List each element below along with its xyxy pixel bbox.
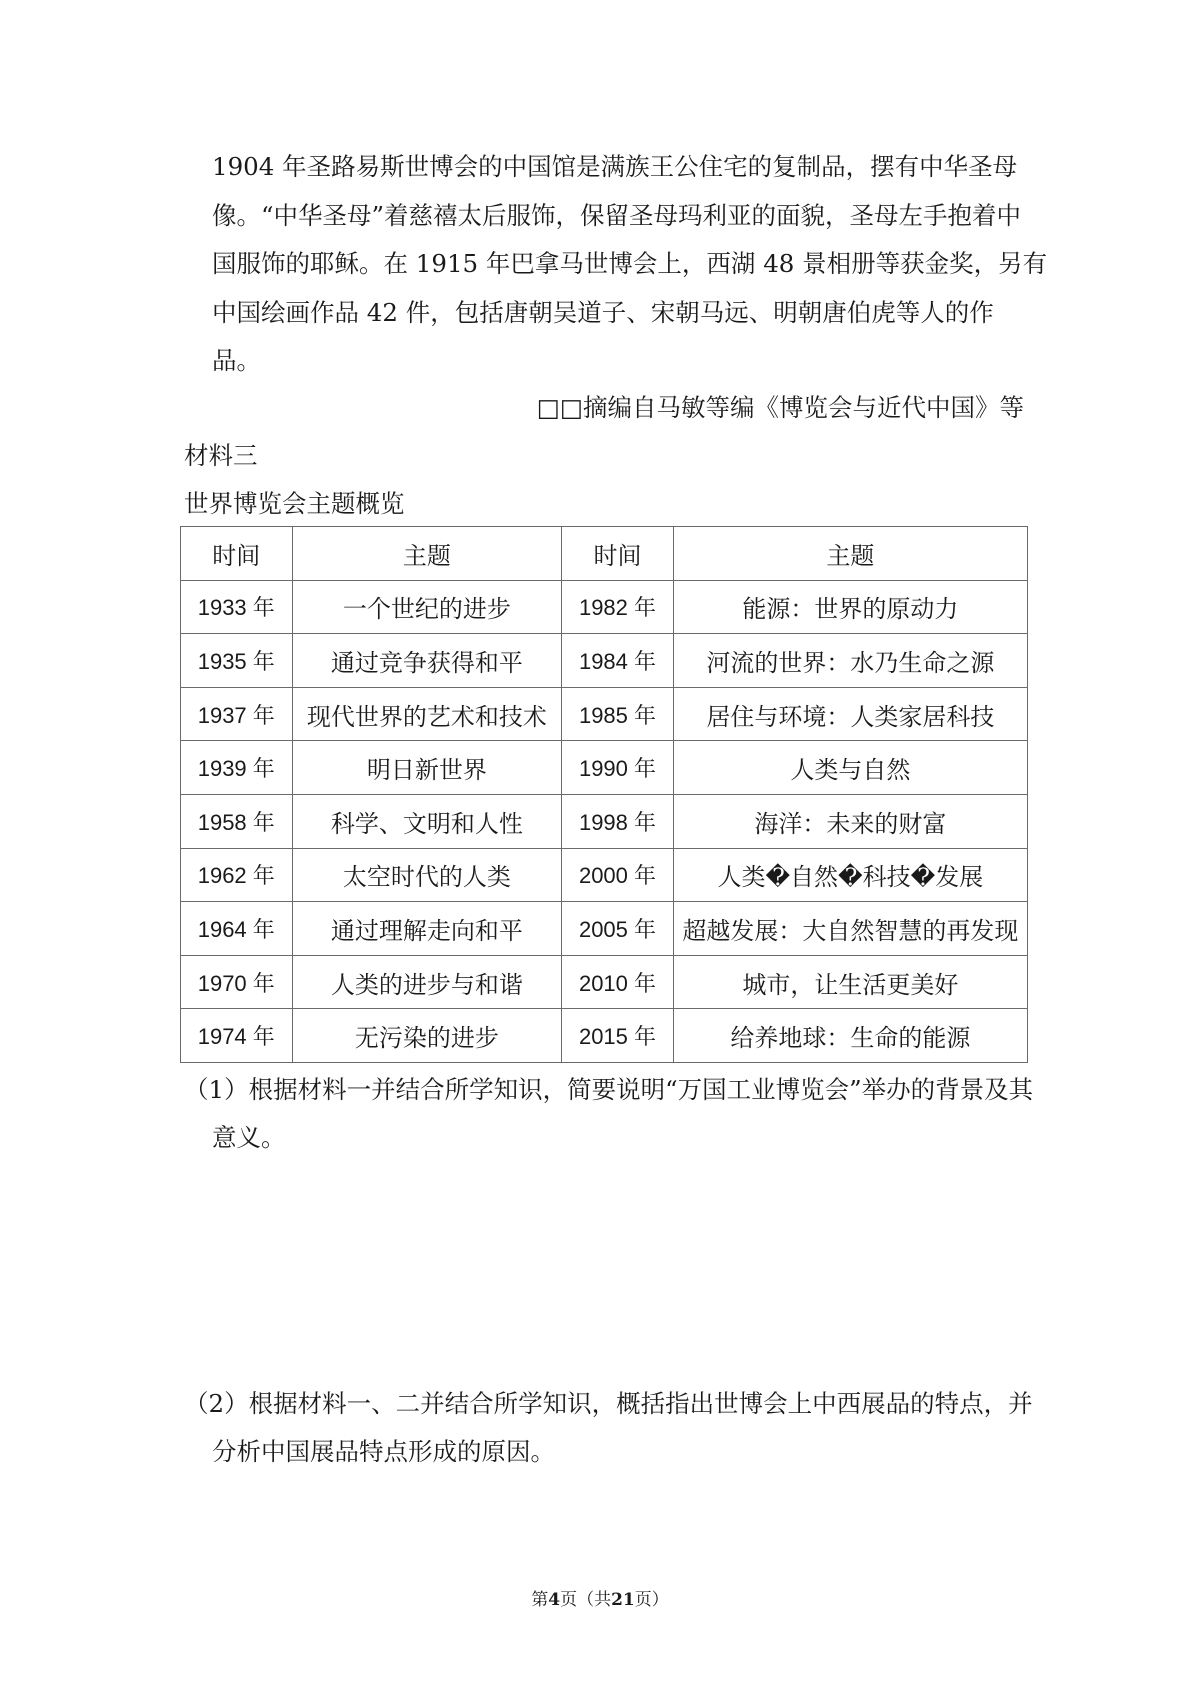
header-time: 时间 xyxy=(181,527,293,581)
theme-cell: 人类�自然�科技�发展 xyxy=(673,848,1027,902)
theme-cell: 城市，让生活更美好 xyxy=(673,955,1027,1009)
year-cell: 1933 年 xyxy=(181,580,293,634)
theme-cell: 超越发展：大自然智慧的再发现 xyxy=(673,902,1027,956)
year-cell: 1970 年 xyxy=(181,955,293,1009)
theme-cell: 一个世纪的进步 xyxy=(292,580,562,634)
paragraph-line: 国服饰的耶稣。在 1915 年巴拿马世博会上，西湖 48 景相册等获金奖，另有 xyxy=(212,249,1048,279)
header-theme: 主题 xyxy=(673,527,1027,581)
year-cell: 1984 年 xyxy=(562,634,674,688)
theme-cell: 明日新世界 xyxy=(292,741,562,795)
theme-cell: 科学、文明和人性 xyxy=(292,794,562,848)
table-row xyxy=(181,1009,1028,1063)
footer-middle: 页（共 xyxy=(560,1590,612,1610)
footer-suffix: 页） xyxy=(634,1590,669,1610)
year-cell: 2015 年 xyxy=(562,1009,674,1063)
theme-cell: 太空时代的人类 xyxy=(292,848,562,902)
year-cell: 1985 年 xyxy=(562,687,674,741)
theme-cell: 无污染的进步 xyxy=(292,1009,562,1063)
table-row xyxy=(181,741,1028,795)
page-footer xyxy=(0,1585,1200,1610)
paragraph-line: 中国绘画作品 42 件，包括唐朝吴道子、宋朝马远、明朝唐伯虎等人的作 xyxy=(212,297,994,327)
table-row xyxy=(181,848,1028,902)
theme-cell: 人类与自然 xyxy=(673,741,1027,795)
year-cell: 1964 年 xyxy=(181,902,293,956)
year-cell: 2010 年 xyxy=(562,955,674,1009)
table-row xyxy=(181,902,1028,956)
header-time: 时间 xyxy=(562,527,674,581)
paragraph-line: 像。“中华圣母”着慈禧太后服饰，保留圣母玛利亚的面貌，圣母左手抱着中 xyxy=(212,200,1022,230)
theme-cell: 能源：世界的原动力 xyxy=(673,580,1027,634)
footer-page-number: 4 xyxy=(548,1590,561,1610)
table-body xyxy=(181,580,1028,1062)
year-cell: 2005 年 xyxy=(562,902,674,956)
material-three-heading: 材料三 xyxy=(184,441,258,470)
theme-cell: 给养地球：生命的能源 xyxy=(673,1009,1027,1063)
year-cell: 1974 年 xyxy=(181,1009,293,1063)
table-row xyxy=(181,634,1028,688)
question-line: （2）根据材料一、二并结合所学知识，概括指出世博会上中西展品的特点，并 xyxy=(184,1389,1033,1418)
source-citation: □□摘编自马敏等编《博览会与近代中国》等 xyxy=(536,393,1024,422)
year-cell: 1962 年 xyxy=(181,848,293,902)
table-row xyxy=(181,687,1028,741)
theme-cell: 居住与环境：人类家居科技 xyxy=(673,687,1027,741)
theme-cell: 现代世界的艺术和技术 xyxy=(292,687,562,741)
theme-cell: 通过竞争获得和平 xyxy=(292,634,562,688)
theme-cell: 海洋：未来的财富 xyxy=(673,794,1027,848)
theme-cell: 河流的世界：水乃生命之源 xyxy=(673,634,1027,688)
year-cell: 1982 年 xyxy=(562,580,674,634)
table-row xyxy=(181,580,1028,634)
material-two-paragraph xyxy=(212,143,1048,386)
question-line: （1）根据材料一并结合所学知识，简要说明“万国工业博览会”举办的背景及其 xyxy=(184,1075,1034,1104)
paragraph-line: 1904 年圣路易斯世博会的中国馆是满族王公住宅的复制品，摆有中华圣母 xyxy=(212,152,1018,181)
table-header-row xyxy=(181,527,1028,581)
table-row xyxy=(181,955,1028,1009)
question-line: 意义。 xyxy=(212,1123,286,1152)
question-1 xyxy=(184,1066,1034,1162)
year-cell: 1998 年 xyxy=(562,794,674,848)
footer-total-pages: 21 xyxy=(611,1590,635,1610)
paragraph-line: 品。 xyxy=(212,346,261,376)
table-row xyxy=(181,794,1028,848)
year-cell: 1958 年 xyxy=(181,794,293,848)
question-line: 分析中国展品特点形成的原因。 xyxy=(212,1437,555,1466)
expo-themes-table xyxy=(180,526,1028,1063)
question-2 xyxy=(184,1380,1033,1476)
header-theme: 主题 xyxy=(292,527,562,581)
footer-prefix: 第 xyxy=(531,1590,549,1610)
year-cell: 1990 年 xyxy=(562,741,674,795)
year-cell: 1939 年 xyxy=(181,741,293,795)
theme-cell: 人类的进步与和谐 xyxy=(292,955,562,1009)
year-cell: 1935 年 xyxy=(181,634,293,688)
table-title: 世界博览会主题概览 xyxy=(184,489,405,518)
year-cell: 2000 年 xyxy=(562,848,674,902)
year-cell: 1937 年 xyxy=(181,687,293,741)
theme-cell: 通过理解走向和平 xyxy=(292,902,562,956)
